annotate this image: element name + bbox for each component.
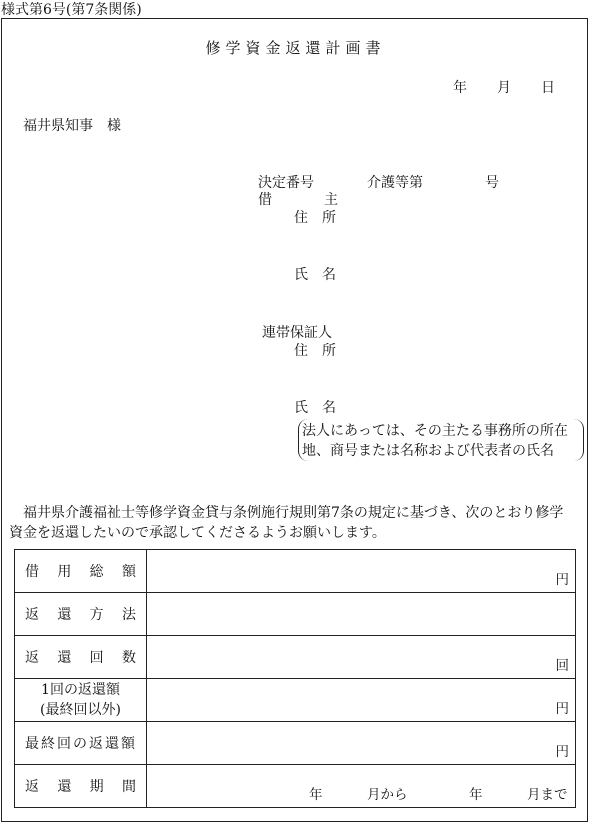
per-payment-label: 1回の返還額 (最終回以外) [15, 679, 147, 722]
repayment-method-field[interactable] [147, 593, 576, 636]
table-row [15, 765, 576, 808]
period-to-month: 月まで [527, 787, 568, 803]
repayment-count-field[interactable] [147, 636, 576, 679]
total-borrowed-label: 借 用 総 額 [15, 550, 147, 593]
date-year-label: 年 [453, 80, 467, 96]
yen-unit: 円 [555, 701, 569, 717]
repayment-count-label: 返 還 回 数 [15, 636, 147, 679]
final-payment-label: 最終回の返還額 [15, 722, 147, 765]
decision-number-prefix: 介護等第 [367, 175, 423, 191]
corporate-note-line-1: 法人にあっては、その主たる事務所の所在 [302, 423, 568, 439]
borrower-label-char-1: 借 [258, 192, 272, 208]
body-text-line-2: 資金を返還したいので承認してくださるようお願いします。 [9, 525, 386, 541]
total-borrowed-field[interactable] [147, 550, 576, 593]
form-title: 修学資金返還計画書 [205, 39, 386, 57]
yen-unit: 円 [555, 744, 569, 760]
period-to-year: 年 [469, 787, 483, 803]
body-text-line-1: 福井県介護福祉士等修学資金貸与条例施行規則第7条の規定に基づき、次のとおり修学 [23, 505, 564, 521]
borrower-name-label: 氏 名 [294, 267, 336, 283]
borrower-label-char-2: 主 [324, 192, 338, 208]
date-day-label: 日 [541, 80, 555, 96]
repayment-period-label: 返 還 期 間 [15, 765, 147, 808]
repayment-period-field[interactable] [147, 765, 576, 808]
table-row [15, 679, 576, 722]
guarantor-label: 連帯保証人 [262, 325, 332, 341]
date-month-label: 月 [497, 80, 511, 96]
form-reference: 様式第6号(第7条関係) [1, 2, 142, 18]
table-row [15, 636, 576, 679]
repayment-method-label: 返 還 方 法 [15, 593, 147, 636]
guarantor-name-label: 氏 名 [294, 400, 336, 416]
guarantor-address-label: 住 所 [294, 343, 336, 359]
table-row [15, 722, 576, 765]
period-from-month: 月から [367, 787, 408, 803]
decision-number-suffix: 号 [485, 175, 499, 191]
final-payment-field[interactable] [147, 722, 576, 765]
corporate-note-line-2: 地、商号または名称および代表者の氏名 [302, 443, 554, 459]
table-row [15, 550, 576, 593]
table-row [15, 593, 576, 636]
count-unit: 回 [555, 658, 569, 674]
repayment-table [14, 549, 576, 808]
addressee: 福井県知事 様 [23, 118, 121, 134]
period-from-year: 年 [309, 787, 323, 803]
decision-number-label: 決定番号 [258, 175, 314, 191]
borrower-address-label: 住 所 [294, 210, 336, 226]
per-payment-field[interactable] [147, 679, 576, 722]
yen-unit: 円 [555, 572, 569, 588]
